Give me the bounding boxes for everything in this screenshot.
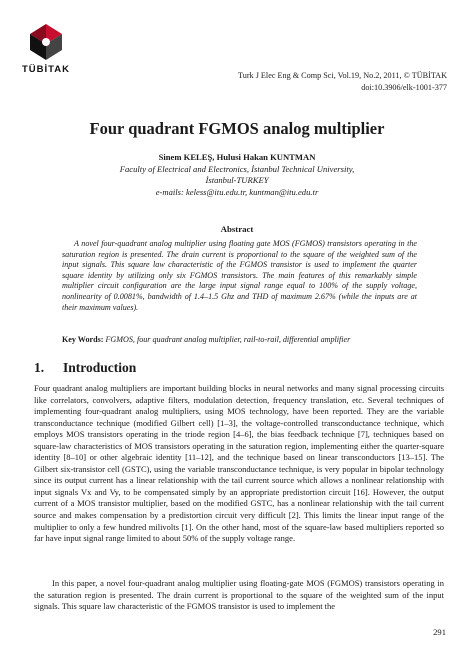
logo-text: TÜBİTAK: [22, 64, 70, 75]
tubitak-emblem-icon: [28, 22, 64, 62]
affiliation-line-1: Faculty of Electrical and Electronics, İstanbul Technical University,: [119, 163, 355, 174]
journal-citation: Turk J Elec Eng & Comp Sci, Vol.19, No.2, 2011, © TÜBİTAK: [238, 71, 447, 80]
journal-doi[interactable]: doi:10.3906/elk-1001-377: [361, 83, 447, 92]
paper-title: Four quadrant FGMOS analog multiplier: [89, 119, 385, 138]
paragraph-1: Four quadrant analog multipliers are important building blocks in neural networks and many signal processing circuits like correlators, convolvers, adaptive filters, modulation detection, frequency translation, etc. Several techniques of implementing four-quadrant analog multipliers, using MOS technology, have been reported. They are the variable transconductance technique (modified Gilbert cell) [1–3], the voltage-controlled transconductance technique, which employs MOS transistors operating in the triode region [4–6], the bias feedback technique [7], techniques based on square-law characteristics of MOS transistors operating in the saturation region, implementing either the quarter-square identity [8–10] or other algebraic identity [11–12], and the technique based on linear transconductors [13–15]. The Gilbert six-transistor cell (GSTC), using the variable transconductance technique, is very popular in bipolar technology since its output current has a linear relationship with the tail current source which allows a nonlinear relationship with input signals Vx and Vy, to be compensated simply by an appropriate predistortion circuit [16]. However, the output current of a MOS transistor multiplier, based on the modified GSTC, has a nonlinear relationship with the tail current source and makes compensation by a predistortion circuit very difficult [2]. This limits the linear input range of the multiplier to only a few hundred milivolts [1]. On the other hand, most of the square-law based multipliers reported so far have input signal range limited to about 50% of the supply voltage range.: [34, 383, 444, 544]
abstract-text: A novel four-quadrant analog multiplier using floating gate MOS (FGMOS) transistors operating in the saturation region is presented. The drain current is proportional to the square of the weighted sum of the input signals. This square law characteristic of the FGMOS transistor is used to implement the quarter square identity by utilizing only six FGMOS transistors. The main features of this remarkably simple multiplier circuit configuration are the large input signal range equal to 100% of the supply voltage, nonlinearity of 0.0081%, bandwidth of 1.4–1.5 Ghz and THD of maximum 2.67% (while the inputs are at their maximum values).: [62, 239, 417, 312]
affiliation-line-2: İstanbul-TURKEY: [205, 175, 269, 185]
tubitak-logo: [22, 22, 70, 75]
paragraph-2: In this paper, a novel four-quadrant analog multiplier using floating-gate MOS (FGMOS) transistors operating in the saturation region is presented. The drain current is proportional to the square of the weighted sum of the input signals. This square law characteristic of the FGMOS transistor is used to implement the: [34, 578, 444, 612]
page-number: 291: [433, 627, 446, 637]
section-title: Introduction: [63, 360, 137, 375]
section-heading: [34, 360, 136, 376]
abstract-heading: Abstract: [220, 224, 254, 234]
keywords-label: Key Words:: [62, 335, 104, 344]
keywords: [62, 335, 417, 346]
author-names: Sinem KELEŞ, Hulusi Hakan KUNTMAN: [158, 152, 316, 162]
author-block: [0, 152, 474, 198]
author-emails: e-mails: keless@itu.edu.tr, kuntman@itu.edu.tr: [155, 186, 319, 197]
keywords-value: FGMOS, four quadrant analog multiplier, rail-to-rail, differential amplifier: [105, 335, 351, 344]
journal-info: [238, 70, 447, 94]
section-number: 1.: [34, 360, 45, 375]
